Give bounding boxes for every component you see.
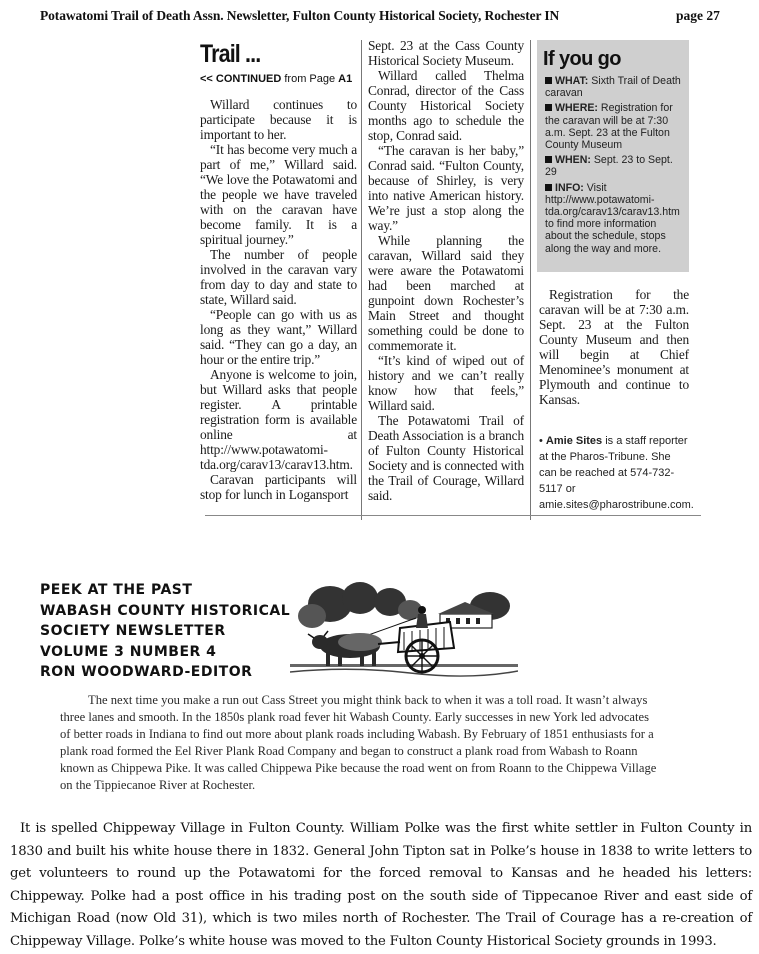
article-paragraph: While planning the caravan, Willard said they were aware the Potawatomi had been marched at gunpoint down Rochester’s Main Street and thought something could be done to commemorate it. bbox=[368, 233, 524, 353]
continued-from: from Page bbox=[284, 73, 336, 85]
byline-name: Amie Sites bbox=[545, 435, 603, 447]
clipping-title: Trail ... bbox=[200, 40, 261, 68]
article-paragraph: Registration for the caravan will be at 7:30 a.m. Sept. 23 at the Fulton County Museum and then will begin at Chief Menominee’s monument at Plymouth and continue to Kansas. bbox=[539, 287, 689, 407]
article-paragraph: “It has become very much a part of me,” Willard said. “We love the Potawatomi and the people we have traveled with on the caravan have become family. It is a spiritual journey.” bbox=[200, 142, 357, 247]
info-item-what: WHAT: Sixth Trail of Death caravan bbox=[545, 75, 681, 100]
article-column-2 bbox=[368, 38, 524, 503]
if-you-go-heading: If you go bbox=[543, 48, 621, 70]
byline bbox=[539, 433, 694, 513]
square-bullet-icon bbox=[545, 77, 552, 84]
peek-heading bbox=[40, 580, 290, 683]
byline-text: is a staff reporter at the Pharos-Tribune. She can be reached at 574-732-5117 or amie.sites@pharostribune.com. bbox=[539, 435, 694, 511]
square-bullet-icon bbox=[545, 184, 552, 191]
peek-line: RON WOODWARD-EDITOR bbox=[40, 664, 253, 680]
wabash-paragraph: The next time you make a run out Cass Street you might think back to when it was a toll road. It wasn’t always three lanes and smooth. In the 1850s plank road fever hit Wabash County. Early successes in new York led advocates of better roads in Indiana to find out more about plank roads including Wabash. By February of 1851 enthusiasts for a plank road formed the Eel River Plank Road Company and began to construct a plank road from Wabash to Roann known as Chippewa Pike. It was called Chippewa Pike because the road went on from Roann to the Chippewa Village on the Tippiecanoe River at Rochester. bbox=[60, 693, 657, 792]
peek-line: WABASH COUNTY HISTORICAL bbox=[40, 602, 291, 619]
info-item-when: WHEN: Sept. 23 to Sept. 29 bbox=[545, 154, 673, 179]
article-paragraph: Sept. 23 at the Cass County Historical Society Museum. bbox=[368, 38, 524, 68]
article-paragraph: “It’s kind of wiped out of history and we can’t really know how that feels,” Willard said. bbox=[368, 353, 524, 413]
info-item-info: INFO: Visit http://www.potawatomi-tda.org/carav13/carav13.htm to find more information about the schedule, stops along the way and more. bbox=[545, 181, 680, 255]
article-paragraph: Anyone is welcome to join, but Willard asks that people register. A printable registration form is available online at http://www.potawatomi-tda.org/carav13/carav13.htm. bbox=[200, 367, 357, 472]
article-paragraph: Caravan participants will stop for lunch in Logansport bbox=[200, 472, 357, 502]
peek-line: SOCIETY NEWSLETTER bbox=[40, 623, 226, 639]
article-paragraph: “People can go with us as long as they want,” Willard said. “They can go a day, an hour or the entire trip.” bbox=[200, 307, 357, 367]
article-column-3 bbox=[539, 287, 689, 407]
column-divider bbox=[530, 40, 531, 520]
ox-cart-illustration-icon bbox=[290, 576, 518, 686]
if-you-go-box bbox=[537, 40, 689, 272]
newsletter-header: Potawatomi Trail of Death Assn. Newsletter, Fulton County Historical Society, Rochester IN bbox=[40, 8, 560, 23]
chippeway-paragraph: It is spelled Chippeway Village in Fulton County. William Polke was the first white settler in Fulton County in 1830 and built his white house there in 1832. General John Tipton sat in Polke’s house in 1838 to write letters to get volunteers to round up the Potawatomi for the forced removal to Kansas and he headed his letters: Chippeway. Polke had a post office in his trading post on the south side of Tippecanoe River and east side of Michigan Road (now Old 31), which is two miles north of Rochester. The Trail of Courage has a re-creation of Chippeway Village. Polke’s white house was moved to the Fulton County Historical Society grounds in 1993. bbox=[10, 821, 752, 949]
article-paragraph: The number of people involved in the caravan vary from day to day and state to state, Willard said. bbox=[200, 247, 357, 307]
peek-line: PEEK AT THE PAST bbox=[40, 582, 193, 598]
continued-line bbox=[200, 73, 352, 85]
article-paragraph: “The caravan is her baby,” Conrad said. “Fulton County, because of Shirley, is very into native American history. We’re just a stop along the way.” bbox=[368, 143, 524, 233]
square-bullet-icon bbox=[545, 156, 552, 163]
square-bullet-icon bbox=[545, 104, 552, 111]
bullet-icon: • bbox=[539, 435, 543, 447]
page-number: page 27 bbox=[676, 8, 720, 23]
article-column-1 bbox=[200, 97, 357, 502]
continued-label: << CONTINUED bbox=[200, 73, 282, 85]
clipping-bottom-rule bbox=[205, 515, 701, 516]
article-paragraph: Willard called Thelma Conrad, director of the Cass County Historical Society months ago to schedule the stop, Conrad said. bbox=[368, 68, 524, 143]
article-paragraph: Willard continues to participate because it is important to her. bbox=[200, 97, 357, 142]
info-item-where: WHERE: Registration for the caravan will be at 7:30 a.m. Sept. 23 at the Fulton County Museum bbox=[545, 102, 673, 152]
peek-line: VOLUME 3 NUMBER 4 bbox=[40, 643, 217, 660]
continued-page: A1 bbox=[338, 73, 353, 85]
column-divider bbox=[361, 40, 362, 520]
article-paragraph: The Potawatomi Trail of Death Association is a branch of Fulton County Historical Society and is connected with the Trail of Courage, Willard said. bbox=[368, 413, 524, 503]
